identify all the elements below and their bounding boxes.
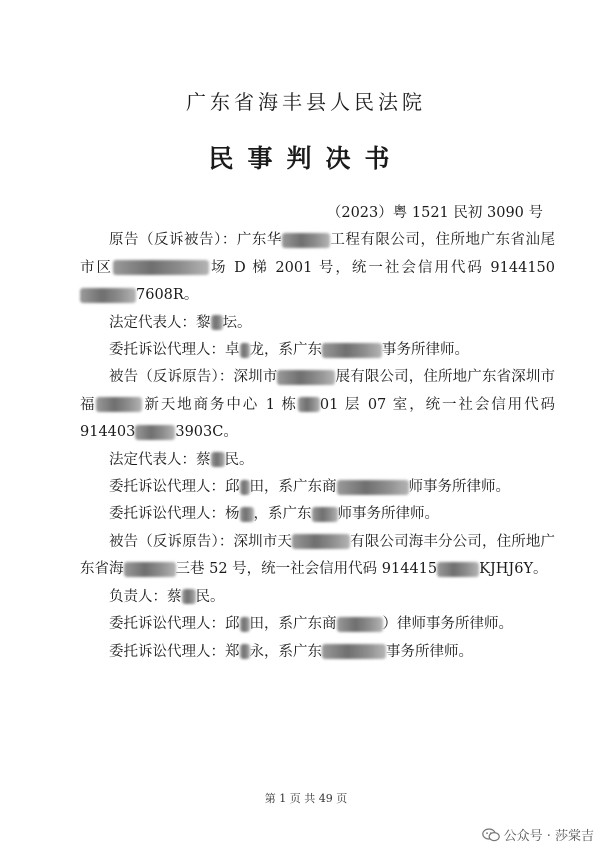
party-paragraph: [80, 584, 555, 611]
text-segment: 田，系广东商: [249, 616, 337, 633]
text-segment: 坛。: [222, 314, 252, 331]
text-segment: 永，系广东: [249, 643, 322, 660]
party-paragraph: [80, 501, 555, 528]
redaction-mark: [240, 644, 250, 659]
text-segment: 负责人：蔡: [109, 588, 182, 605]
redaction-mark: [240, 480, 250, 495]
redaction-mark: [277, 370, 335, 385]
redaction-mark: [135, 425, 175, 440]
text-segment: ，系广东: [253, 506, 312, 523]
redaction-mark: [96, 397, 142, 412]
text-segment: KJHJ6Y。: [479, 561, 548, 578]
text-segment: 事务所律师。: [382, 342, 469, 359]
redaction-mark: [240, 507, 254, 522]
party-paragraph: [80, 529, 555, 584]
watermark-text: 公众号 · 莎棠吉: [503, 829, 594, 844]
redaction-mark: [113, 260, 209, 275]
text-segment: 委托诉讼代理人：邱: [109, 616, 240, 633]
text-segment: 事务所律师。: [386, 643, 473, 660]
text-segment: 场 D 梯 2001 号，统一社会信用代码 9144150: [208, 259, 555, 276]
redaction-mark: [124, 562, 176, 577]
redaction-mark: [240, 343, 250, 358]
party-paragraph: [80, 227, 555, 309]
redaction-mark: [282, 233, 330, 248]
redaction-mark: [322, 644, 386, 659]
text-segment: ）律师事务所律师。: [382, 616, 513, 633]
text-segment: 被告（反诉原告）：深圳市天: [109, 533, 293, 550]
redaction-mark: [211, 452, 225, 467]
case-number: （2023）粤 1521 民初 3090 号: [326, 205, 543, 221]
redaction-mark: [312, 507, 338, 522]
text-segment: 民。: [195, 588, 225, 605]
text-segment: 工程有限公司，住所地广东省汕尾市区: [80, 232, 556, 276]
redaction-mark: [298, 397, 320, 412]
text-segment: 委托诉讼代理人：卓: [109, 342, 240, 359]
party-paragraph: [80, 364, 555, 446]
party-paragraph: [80, 447, 555, 474]
redaction-mark: [182, 589, 196, 604]
text-segment: 法定代表人：蔡: [109, 451, 211, 468]
redaction-mark: [211, 315, 223, 330]
party-paragraph: [80, 337, 555, 364]
document-title: 民事判决书: [208, 144, 404, 173]
document-body: [80, 200, 555, 666]
text-segment: 民。: [224, 451, 254, 468]
text-segment: 三巷 52 号，统一社会信用代码 914415: [175, 561, 438, 578]
text-segment: 师事务所律师。: [408, 479, 510, 496]
text-segment: 委托诉讼代理人：邱: [109, 479, 240, 496]
text-segment: 新天地商务中心 1 栋: [142, 396, 298, 413]
text-segment: 01 层 07 室，统一社会信用代码 914403: [80, 396, 555, 441]
redaction-mark: [80, 288, 136, 303]
wechat-icon: [482, 828, 500, 842]
text-segment: 原告（反诉被告）：广东华: [109, 232, 282, 249]
text-segment: 展有限公司，住所地广东省深圳市福: [80, 369, 556, 413]
party-paragraph: [80, 639, 555, 666]
watermark: [482, 825, 594, 844]
party-paragraph: [80, 310, 555, 337]
redaction-mark: [437, 562, 479, 577]
text-segment: 龙，系广东: [249, 342, 322, 359]
redaction-mark: [322, 343, 382, 358]
text-segment: 被告（反诉原告）：深圳市: [109, 369, 278, 386]
redaction-mark: [292, 534, 350, 549]
text-segment: 委托诉讼代理人：杨: [109, 506, 240, 523]
court-name: 广东省海丰县人民法院: [186, 90, 426, 114]
text-segment: 3903C。: [175, 424, 238, 441]
text-segment: 7608R。: [136, 287, 199, 304]
redaction-mark: [337, 617, 383, 632]
text-segment: 法定代表人：黎: [109, 314, 211, 331]
redaction-mark: [240, 617, 250, 632]
redaction-mark: [337, 480, 409, 495]
page-footer: 第 1 页 共 49 页: [264, 792, 348, 805]
text-segment: 师事务所律师。: [337, 506, 439, 523]
text-segment: 田，系广东商: [249, 479, 337, 496]
text-segment: 委托诉讼代理人：郑: [109, 643, 240, 660]
text-segment: 有限公司海丰分公司，住所地广东省海: [80, 533, 556, 578]
party-paragraph: [80, 611, 555, 638]
party-paragraph: [80, 474, 555, 501]
